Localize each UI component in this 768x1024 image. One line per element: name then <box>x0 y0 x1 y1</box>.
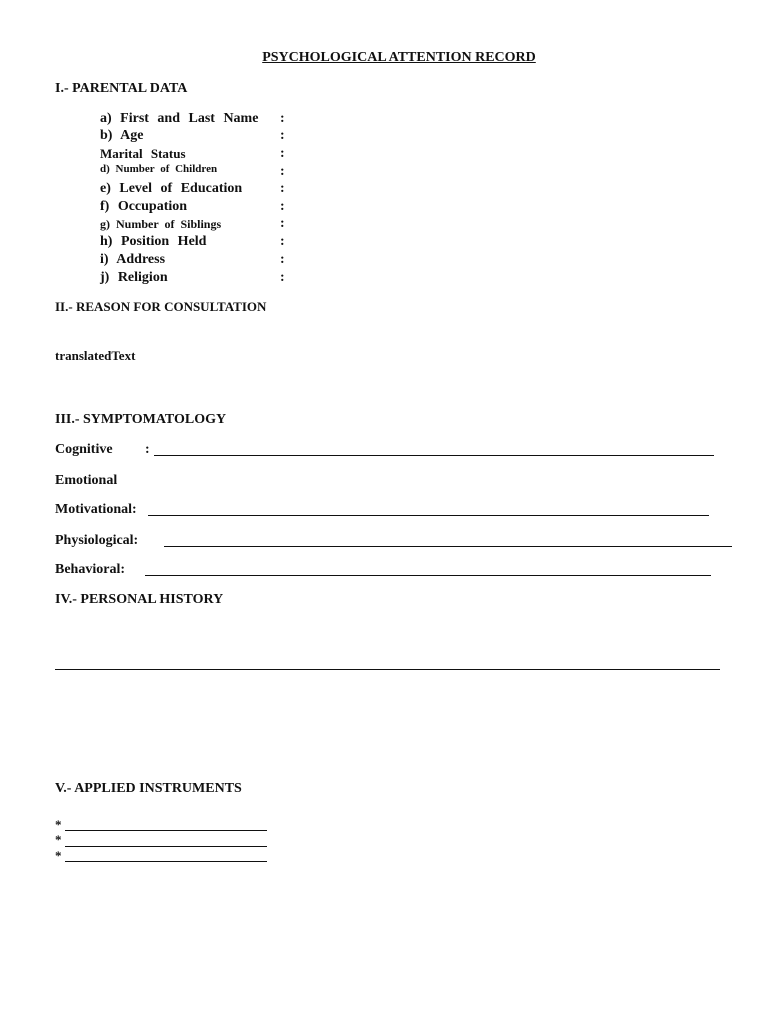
instrument-answer-line[interactable] <box>65 846 267 847</box>
instrument-answer-line[interactable] <box>65 830 267 831</box>
cognitive-colon: : <box>145 442 150 457</box>
field-position-held: h) Position Held <box>100 234 207 249</box>
field-level-of-education: e) Level of Education <box>100 181 243 196</box>
behavioral-label: Behavioral: <box>55 562 125 577</box>
section-applied-instruments-heading: V.- APPLIED INSTRUMENTS <box>55 781 242 796</box>
field-colon: : <box>280 252 285 267</box>
instrument-bullet: * <box>55 817 62 832</box>
instrument-bullet: * <box>55 832 62 847</box>
section-reason-heading: II.- REASON FOR CONSULTATION <box>55 299 267 314</box>
motivational-answer-line[interactable] <box>148 515 709 516</box>
personal-history-answer-line[interactable] <box>55 669 720 670</box>
field-colon: : <box>280 164 285 179</box>
behavioral-answer-line[interactable] <box>145 575 711 576</box>
field-first-last-name: a) First and Last Name <box>100 111 259 126</box>
section-symptomatology-heading: III.- SYMPTOMATOLOGY <box>55 412 227 427</box>
field-address: i) Address <box>100 252 166 267</box>
emotional-label: Emotional <box>55 473 118 488</box>
physiological-label: Physiological: <box>55 533 139 548</box>
field-colon: : <box>280 234 285 249</box>
field-colon: : <box>280 181 285 196</box>
document-title: PSYCHOLOGICAL ATTENTION RECORD <box>262 50 536 65</box>
physiological-answer-line[interactable] <box>164 546 732 547</box>
field-colon: : <box>280 111 285 126</box>
field-age: b) Age <box>100 128 144 143</box>
field-colon: : <box>280 146 285 161</box>
section-parental-data-heading: I.- PARENTAL DATA <box>55 81 188 96</box>
instrument-answer-line[interactable] <box>65 861 267 862</box>
field-colon: : <box>280 216 285 231</box>
field-number-of-children: d) Number of Children <box>100 163 218 175</box>
cognitive-label: Cognitive <box>55 442 113 457</box>
field-colon: : <box>280 128 285 143</box>
field-marital-status: Marital Status <box>100 146 186 161</box>
reason-text: translatedText <box>55 348 136 363</box>
cognitive-answer-line[interactable] <box>154 455 714 456</box>
field-number-of-siblings: g) Number of Siblings <box>100 217 222 231</box>
section-personal-history-heading: IV.- PERSONAL HISTORY <box>55 592 224 607</box>
motivational-label: Motivational: <box>55 502 137 517</box>
field-colon: : <box>280 199 285 214</box>
field-colon: : <box>280 270 285 285</box>
field-religion: j) Religion <box>100 270 168 285</box>
instrument-bullet: * <box>55 848 62 863</box>
field-occupation: f) Occupation <box>100 199 188 214</box>
